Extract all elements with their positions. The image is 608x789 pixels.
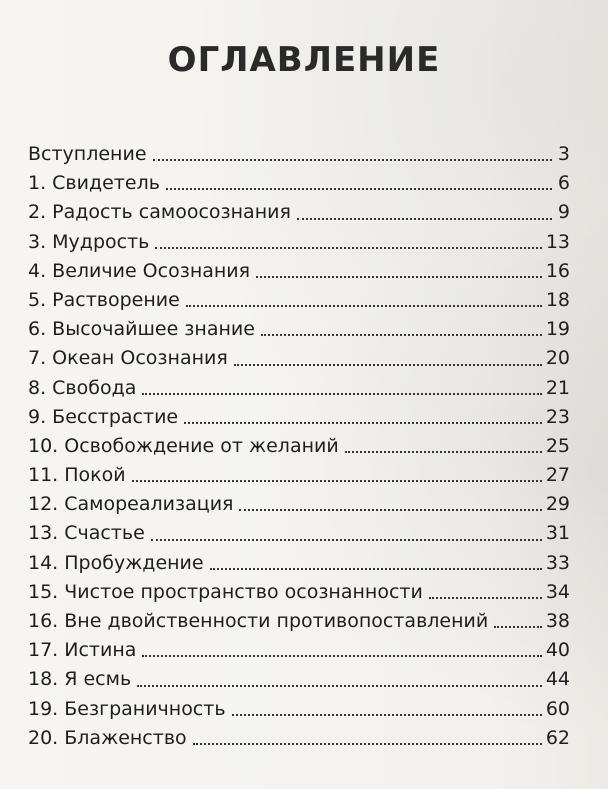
dot-leader (494, 626, 542, 628)
toc-entry-page-number: 20 (545, 347, 570, 370)
toc-entry-page-number: 27 (545, 464, 570, 487)
dot-leader (186, 305, 542, 307)
toc-entry (28, 169, 570, 198)
dot-leader (184, 422, 542, 424)
toc-entry (28, 578, 570, 607)
toc-entry-title: 12. Самореализация (28, 493, 234, 516)
toc-entry-page-number: 34 (545, 580, 570, 603)
toc-entry-page-number: 23 (545, 405, 570, 428)
toc-entry (28, 461, 570, 490)
toc-entry (28, 374, 570, 403)
dot-leader (151, 539, 542, 541)
toc-entry (28, 140, 570, 169)
dot-leader (429, 597, 542, 599)
toc-entry (28, 695, 570, 724)
dot-leader (234, 364, 542, 366)
toc-entry-title: 5. Растворение (28, 288, 180, 311)
toc-entry-page-number: 6 (557, 172, 570, 195)
toc-entry-title: 3. Мудрость (28, 230, 150, 253)
toc-entry-page-number: 31 (545, 522, 570, 545)
toc-entry-title: Вступление (28, 143, 147, 165)
toc-entry-page-number: 44 (545, 668, 570, 691)
toc-entry-title: 8. Свобода (28, 376, 137, 399)
dot-leader (239, 509, 541, 511)
dot-leader (297, 218, 552, 220)
toc-entry (28, 315, 570, 344)
toc-entry-page-number: 29 (545, 493, 570, 516)
toc-entry-page-number: 19 (545, 318, 570, 341)
dot-leader (142, 393, 541, 395)
dot-leader (210, 568, 542, 570)
dot-leader (137, 685, 542, 687)
toc-entry (28, 344, 570, 373)
toc-entry-page-number: 13 (545, 230, 570, 253)
dot-leader (345, 451, 542, 453)
toc-entry-title: 13. Счастье (28, 522, 145, 545)
table-of-contents (28, 140, 570, 753)
toc-entry (28, 724, 570, 753)
toc-entry (28, 549, 570, 578)
toc-entry-page-number: 38 (545, 610, 570, 632)
toc-entry-page-number: 62 (545, 726, 570, 749)
toc-entry (28, 198, 570, 227)
dot-leader (142, 655, 541, 657)
toc-entry (28, 432, 570, 461)
toc-entry-title: 19. Безграничность (28, 697, 226, 720)
toc-entry (28, 403, 570, 432)
toc-entry-title: 9. Бесстрастие (28, 405, 179, 428)
toc-entry-page-number: 60 (545, 697, 570, 720)
toc-entry-title: 6. Высочайшее знание (28, 318, 255, 341)
toc-entry-title: 11. Покой (28, 464, 126, 487)
toc-entry-title: 18. Я есмь (28, 668, 132, 691)
page-title: ОГЛАВЛЕНИЕ (167, 40, 441, 80)
toc-entry-page-number: 21 (545, 376, 570, 399)
toc-entry-page-number: 9 (557, 201, 570, 224)
toc-entry (28, 257, 570, 286)
toc-entry-title: 4. Величие Осознания (28, 259, 251, 282)
dot-leader (155, 247, 541, 249)
toc-entry-title: 1. Свидетель (28, 172, 160, 195)
toc-entry-title: 10. Освобождение от желаний (28, 434, 339, 457)
toc-entry (28, 607, 570, 636)
dot-leader (256, 276, 542, 278)
dot-leader (193, 743, 542, 745)
toc-entry-page-number: 3 (557, 143, 570, 165)
toc-entry (28, 519, 570, 548)
toc-entry-page-number: 40 (545, 639, 570, 662)
toc-entry (28, 490, 570, 519)
toc-entry (28, 665, 570, 694)
toc-entry-page-number: 16 (545, 259, 570, 282)
dot-leader (232, 714, 542, 716)
toc-entry-title: 17. Истина (28, 639, 137, 662)
toc-entry-title: 7. Океан Осознания (28, 347, 228, 370)
dot-leader (166, 188, 552, 190)
toc-entry-page-number: 33 (545, 551, 570, 574)
toc-entry (28, 286, 570, 315)
toc-entry-title: 15. Чистое пространство осознанности (28, 580, 423, 603)
toc-entry-title: 2. Радость самоосознания (28, 201, 291, 224)
toc-entry (28, 228, 570, 257)
dot-leader (153, 159, 552, 161)
toc-entry-title: 20. Блаженство (28, 726, 187, 749)
toc-entry-page-number: 25 (545, 434, 570, 457)
toc-entry-title: 16. Вне двойственности противопоставлений (28, 610, 489, 632)
dot-leader (261, 334, 542, 336)
toc-entry-title: 14. Пробуждение (28, 551, 204, 574)
toc-entry-page-number: 18 (545, 288, 570, 311)
dot-leader (132, 480, 542, 482)
toc-entry (28, 636, 570, 665)
